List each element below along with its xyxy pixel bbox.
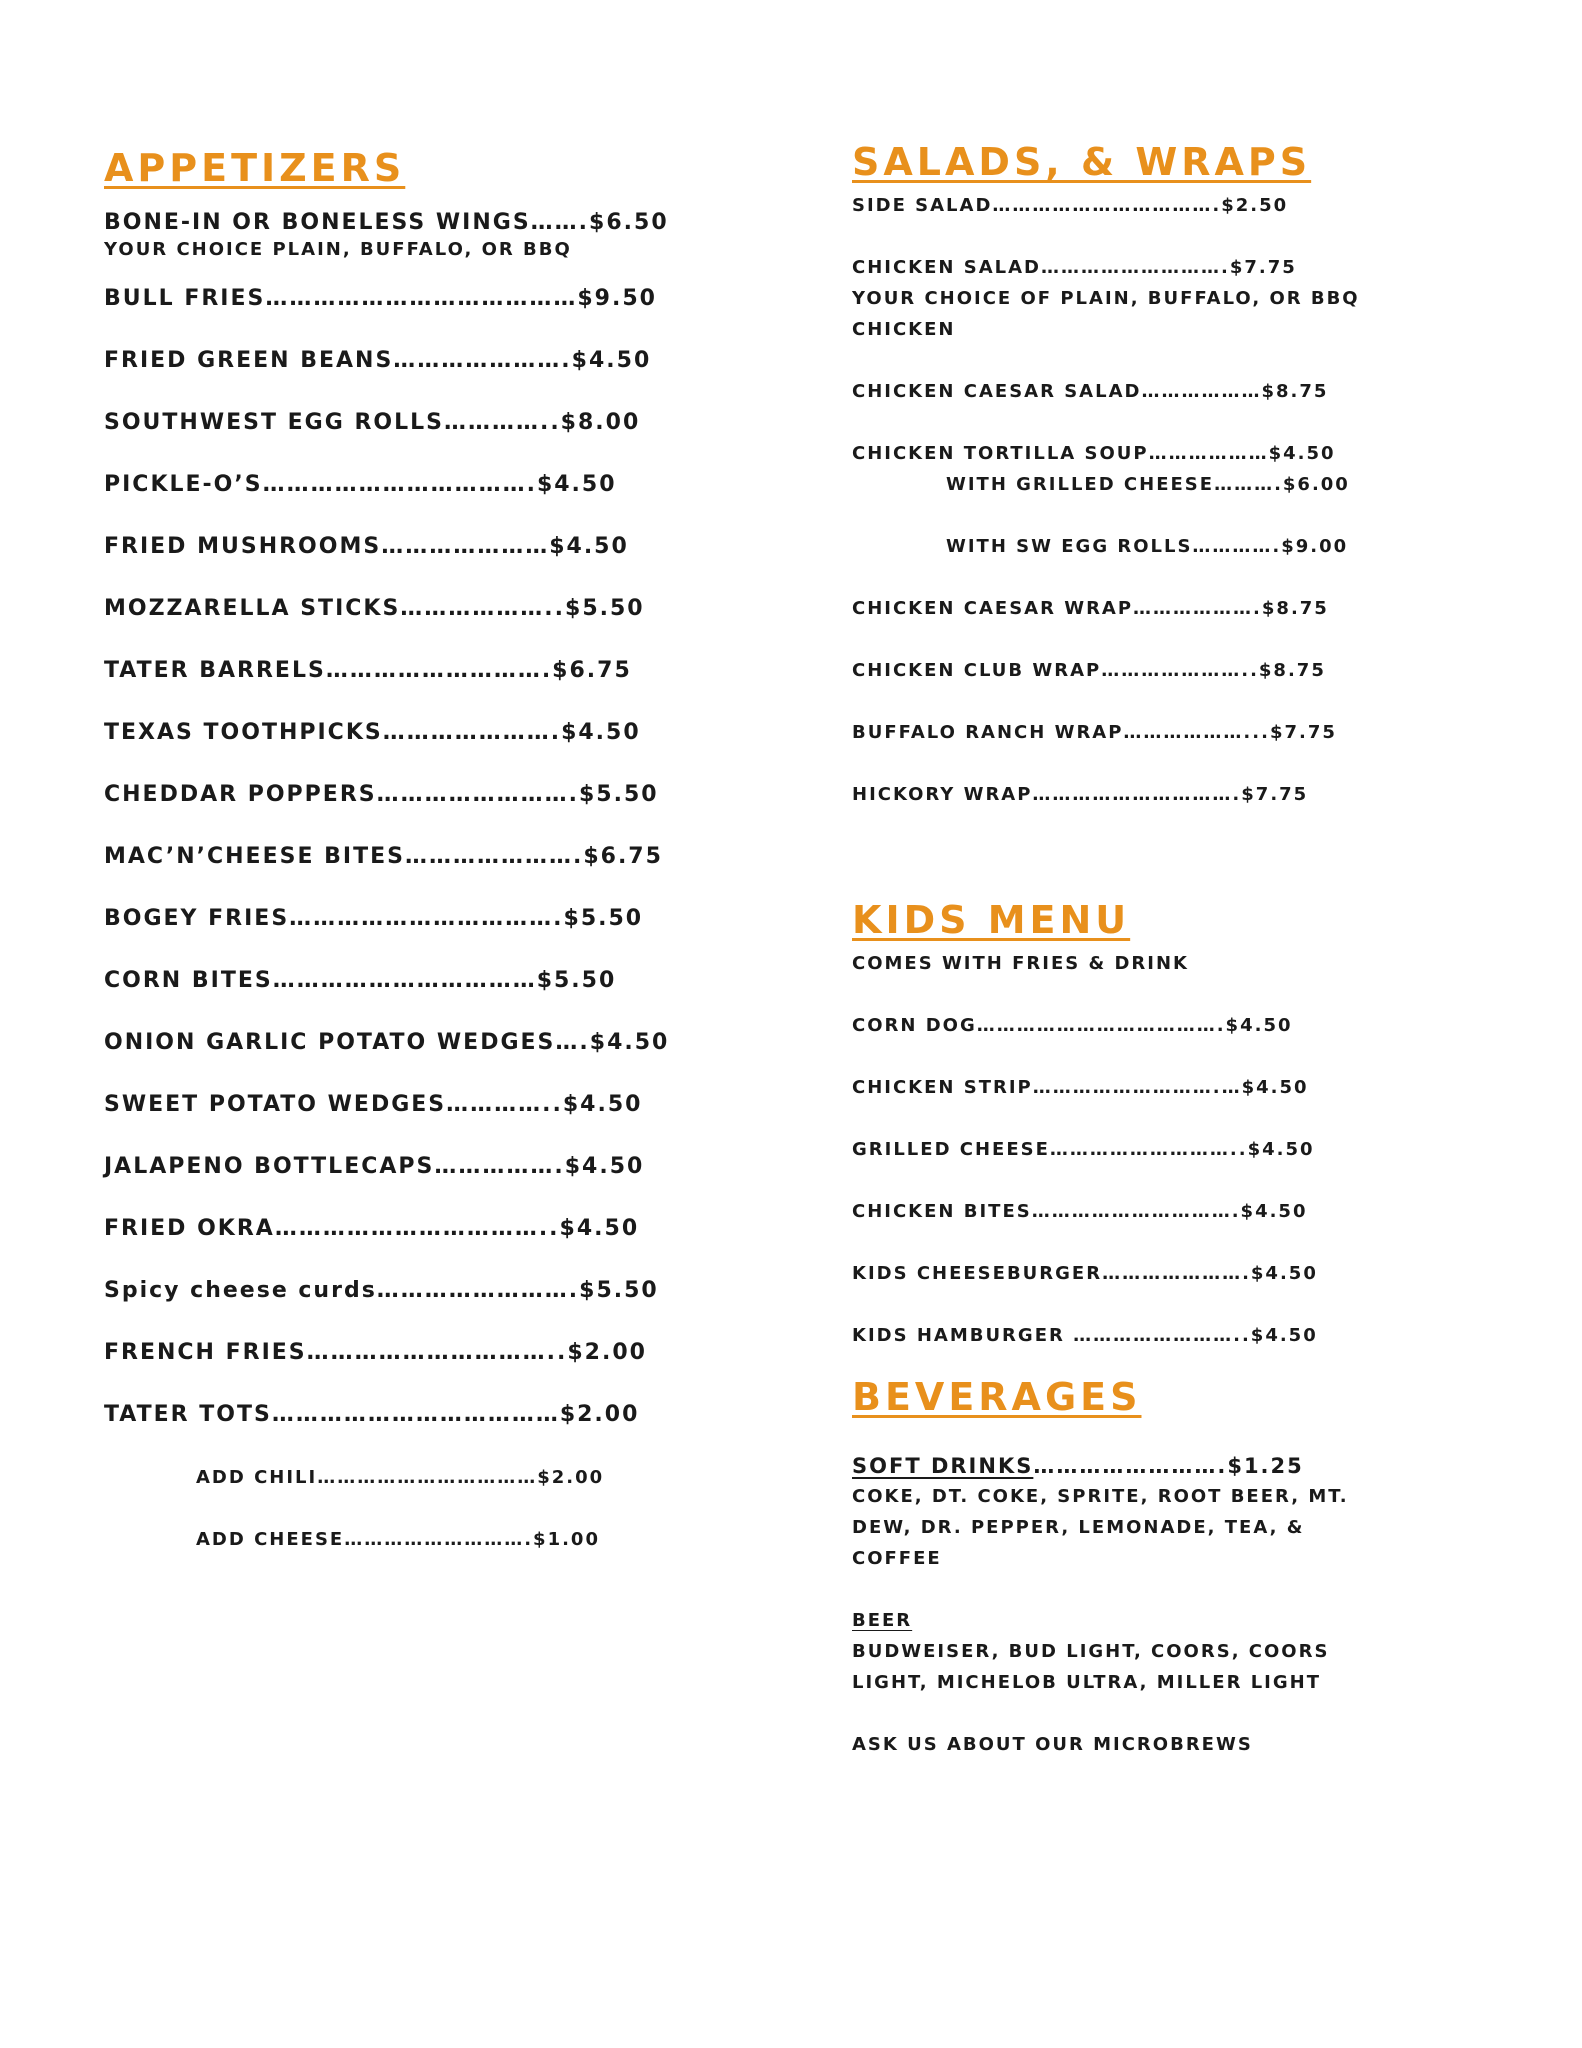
menu-note: YOUR CHOICE OF PLAIN, BUFFALO, OR BBQ xyxy=(852,288,1360,309)
appetizer-line: JALAPENO BOTTLECAPS…………….$4.50 xyxy=(104,1154,645,1179)
appetizer-line: SOUTHWEST EGG ROLLS…………..$8.00 xyxy=(104,410,641,435)
menu-line: KIDS HAMBURGER ……………………..$4.50 xyxy=(852,1325,1318,1346)
appetizer-line: PICKLE-O’S…………………………….$4.50 xyxy=(104,472,617,497)
appetizer-line: CHEDDAR POPPERS…………………….$5.50 xyxy=(104,782,659,807)
menu-line: WITH SW EGG ROLLS………….$9.00 xyxy=(946,536,1349,557)
appetizer-line: FRENCH FRIES…………………………..$2.00 xyxy=(104,1340,647,1365)
appetizer-line: TATER TOTS………………………………$2.00 xyxy=(104,1402,640,1427)
menu-line: CHICKEN BITES………………………….$4.50 xyxy=(852,1201,1308,1222)
soft-drinks-list: COFFEE xyxy=(852,1548,942,1569)
menu-line: HICKORY WRAP………………………….$7.75 xyxy=(852,784,1309,805)
microbrews-note: ASK US ABOUT OUR MICROBREWS xyxy=(852,1734,1253,1755)
appetizer-line: TATER BARRELS……………………….$6.75 xyxy=(104,658,632,683)
menu-note: CHICKEN xyxy=(852,319,956,340)
soft-drinks-label: SOFT DRINKS xyxy=(852,1454,1034,1478)
menu-line: CHICKEN CLUB WRAP…………………..$8.75 xyxy=(852,660,1326,681)
soft-drinks-price: …………………….$1.25 xyxy=(1033,1454,1304,1478)
beer-label: BEER xyxy=(852,1610,913,1631)
menu-line: CORN DOG……………………………….$4.50 xyxy=(852,1015,1293,1036)
appetizer-line: BULL FRIES…………………………………$9.50 xyxy=(104,286,657,311)
menu-line: KIDS CHEESEBURGER………………….$4.50 xyxy=(852,1263,1318,1284)
menu-line: GRILLED CHEESE………………………..$4.50 xyxy=(852,1139,1315,1160)
appetizer-line: Spicy cheese curds…………………….$5.50 xyxy=(104,1278,659,1303)
soft-drinks-list: DEW, DR. PEPPER, LEMONADE, TEA, & xyxy=(852,1517,1305,1538)
appetizer-line: MAC’N’CHEESE BITES………………….$6.75 xyxy=(104,844,663,869)
salads-heading: SALADS, & WRAPS xyxy=(852,140,1312,184)
appetizer-line: TEXAS TOOTHPICKS………………….$4.50 xyxy=(104,720,641,745)
kids-heading: KIDS MENU xyxy=(852,898,1131,942)
soft-drinks-list: COKE, DT. COKE, SPRITE, ROOT BEER, MT. xyxy=(852,1486,1349,1507)
appetizer-line: BONE-IN OR BONELESS WINGS…….$6.50 xyxy=(104,210,669,235)
appetizer-line: SWEET POTATO WEDGES…………..$4.50 xyxy=(104,1092,643,1117)
appetizer-line: MOZZARELLA STICKS………………..$5.50 xyxy=(104,596,645,621)
appetizers-heading: APPETIZERS xyxy=(104,146,406,190)
appetizer-line: BOGEY FRIES…………………………….$5.50 xyxy=(104,906,644,931)
menu-line: CHICKEN CAESAR WRAP……………….$8.75 xyxy=(852,598,1329,619)
appetizer-line: CORN BITES……………………………$5.50 xyxy=(104,968,617,993)
addon-line: ADD CHEESE……………………….$1.00 xyxy=(196,1529,600,1550)
beverages-section xyxy=(852,1369,1492,1760)
appetizer-line: FRIED OKRA……………………………..$4.50 xyxy=(104,1216,640,1241)
kids-section xyxy=(852,892,1492,1351)
right-column xyxy=(852,134,1492,1760)
menu-line: WITH GRILLED CHEESE……….$6.00 xyxy=(946,474,1350,495)
appetizer-item xyxy=(104,208,764,262)
beverages-heading: BEVERAGES xyxy=(852,1375,1142,1419)
appetizers-section xyxy=(104,140,764,1555)
appetizer-line: ONION GARLIC POTATO WEDGES….$4.50 xyxy=(104,1030,670,1055)
appetizer-line: FRIED GREEN BEANS………………….$4.50 xyxy=(104,348,652,373)
menu-line: CHICKEN STRIP……………………….…$4.50 xyxy=(852,1077,1309,1098)
appetizer-line: FRIED MUSHROOMS…………………$4.50 xyxy=(104,534,629,559)
addon-line: ADD CHILI……………………………$2.00 xyxy=(196,1467,605,1488)
kids-subtitle: COMES WITH FRIES & DRINK xyxy=(852,953,1189,974)
salads-section xyxy=(852,134,1492,810)
beer-list: LIGHT, MICHELOB ULTRA, MILLER LIGHT xyxy=(852,1672,1321,1693)
menu-line: CHICKEN SALAD……………………….$7.75 xyxy=(852,257,1297,278)
menu-line: BUFFALO RANCH WRAP………………...$7.75 xyxy=(852,722,1337,743)
beer-list: BUDWEISER, BUD LIGHT, COORS, COORS xyxy=(852,1641,1330,1662)
menu-line: CHICKEN TORTILLA SOUP………………$4.50 xyxy=(852,443,1336,464)
menu-line: CHICKEN CAESAR SALAD………………$8.75 xyxy=(852,381,1329,402)
soft-drinks-line xyxy=(852,1451,1492,1481)
appetizer-note: YOUR CHOICE PLAIN, BUFFALO, OR BBQ xyxy=(104,239,572,260)
menu-line: SIDE SALAD…………………………….$2.50 xyxy=(852,195,1289,216)
